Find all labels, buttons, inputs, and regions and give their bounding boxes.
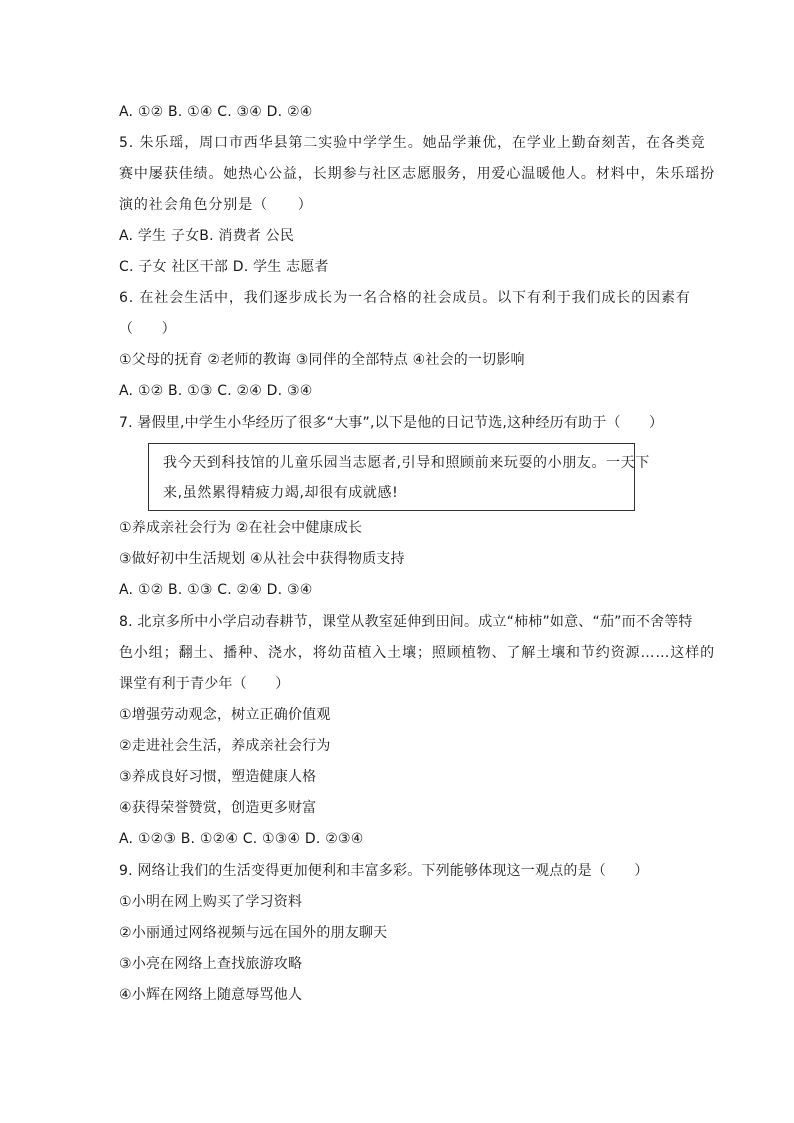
q6-stem-line-2: （ ） — [119, 321, 176, 337]
q5-stem-line-3: 演的社会角色分别是（ ） — [119, 197, 313, 213]
q5-options-line-1: A. 学生 子女B. 消费者 公民 — [119, 228, 295, 244]
q9-choice-3: ③小亮在网络上查找旅游攻略 — [119, 956, 303, 972]
q9-choice-1: ①小明在网上购买了学习资料 — [119, 894, 303, 910]
q7-diary-line-1: 我今天到科技馆的儿童乐园当志愿者,引导和照顾前来玩耍的小朋友。一天下 — [163, 455, 650, 471]
q8-stem-line-3: 课堂有利于青少年（ ） — [119, 676, 290, 692]
q5-options-line-2: C. 子女 社区干部 D. 学生 志愿者 — [119, 259, 329, 275]
q9-choice-4: ④小辉在网络上随意辱骂他人 — [119, 987, 303, 1003]
q5-stem-line-2: 赛中屡获佳绩。她热心公益，长期参与社区志愿服务，用爱心温暖他人。材料中，朱乐瑶扮 — [119, 166, 715, 182]
q9-choice-2: ②小丽通过网络视频与远在国外的朋友聊天 — [119, 925, 388, 941]
q7-options: A. ①② B. ①③ C. ②④ D. ③④ — [119, 582, 313, 598]
q5-stem-line-1: 5. 朱乐瑶，周口市西华县第二实验中学学生。她品学兼优，在学业上勤奋刻苦，在各类竞 — [119, 135, 706, 151]
q7-choices-line-2: ③做好初中生活规划 ④从社会中获得物质支持 — [119, 551, 405, 567]
q6-choices: ①父母的抚育 ②老师的教诲 ③同伴的全部特点 ④社会的一切影响 — [119, 352, 525, 368]
q7-choices-line-1: ①养成亲社会行为 ②在社会中健康成长 — [119, 520, 363, 536]
q6-options: A. ①② B. ①③ C. ②④ D. ③④ — [119, 383, 313, 399]
q7-diary-box — [148, 443, 650, 511]
q8-choice-2: ②走进社会生活，养成亲社会行为 — [119, 738, 331, 754]
q4-options: A. ①② B. ①④ C. ③④ D. ②④ — [119, 104, 313, 120]
q8-stem-line-2: 色小组；翻土、播种、浇水，将幼苗植入土壤；照顾植物、了解土壤和节约资源……这样的 — [119, 645, 715, 661]
q8-choice-4: ④获得荣誉赞赏，创造更多财富 — [119, 800, 317, 816]
q8-choice-3: ③养成良好习惯，塑造健康人格 — [119, 769, 317, 785]
q6-stem-line-1: 6. 在社会生活中，我们逐步成长为一名合格的社会成员。以下有利于我们成长的因素有 — [119, 290, 691, 306]
q8-options: A. ①②③ B. ①②④ C. ①③④ D. ②③④ — [119, 831, 364, 847]
q7-stem: 7. 暑假里,中学生小华经历了很多“大事”,以下是他的日记节选,这种经历有助于（ ） — [119, 415, 664, 431]
q8-stem-line-1: 8. 北京多所中小学启动春耕节，课堂从教室延伸到田间。成立“柿柿”如意、“茄”而不舍等特 — [119, 614, 693, 630]
q8-choice-1: ①增强劳动观念，树立正确价值观 — [119, 707, 331, 723]
q9-stem: 9. 网络让我们的生活变得更加便利和丰富多彩。下列能够体现这一观点的是（ ） — [119, 863, 649, 879]
q7-diary-line-2: 来,虽然累得精疲力竭,却很有成就感! — [163, 485, 399, 501]
